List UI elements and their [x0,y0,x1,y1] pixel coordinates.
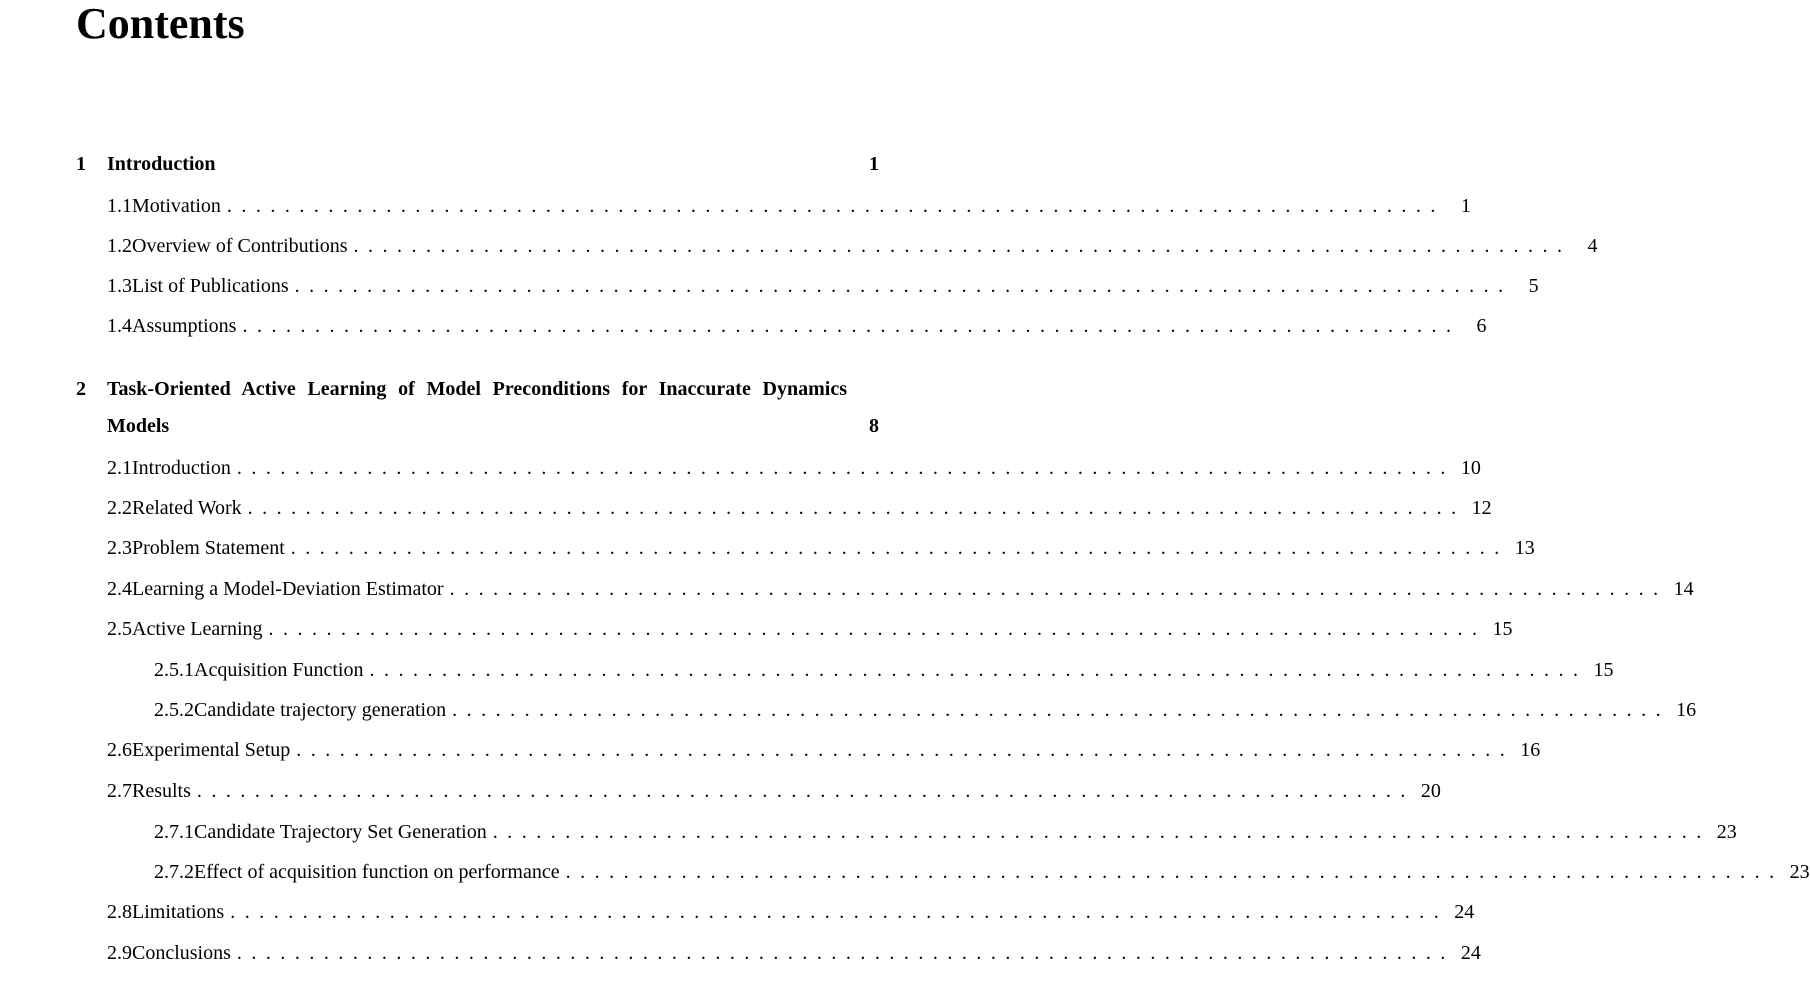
dot-leader: .................................................................................... [236,457,1455,479]
dot-leader: .................................................................................... [452,699,1671,721]
toc-entry-2-5-1[interactable] [154,658,1614,682]
dot-leader: .................................................................................... [290,537,1509,559]
dot-leader: .................................................................................... [236,942,1455,964]
chapter-number: 1 [76,153,86,175]
chapter-page: 8 [869,415,879,437]
entry-page: 5 [1528,275,1539,297]
toc-entry-2-9[interactable] [107,941,1481,965]
entry-page: 15 [1492,618,1513,640]
entry-number: 2.6 [107,739,132,761]
entry-title: Overview of Contributions [132,235,348,257]
toc-entry-1-2[interactable] [107,234,1598,258]
entry-number: 2.5 [107,618,132,640]
entry-page: 20 [1420,780,1441,802]
entry-title: Active Learning [132,618,263,640]
dot-leader: .................................................................................... [247,497,1466,519]
entry-title: Effect of acquisition function on performance [194,861,560,883]
entry-number: 1.4 [107,315,132,337]
dot-leader: .................................................................................... [196,780,1415,802]
toc-entry-2-5[interactable] [107,617,1513,641]
dot-leader: .................................................................................... [242,315,1461,337]
entry-title: Related Work [132,497,242,519]
entry-number: 1.1 [107,195,132,217]
entry-title: Candidate Trajectory Set Generation [194,821,487,843]
entry-page: 12 [1471,497,1492,519]
toc-entry-2-3[interactable] [107,536,1535,560]
entry-number: 2.7.1 [154,821,194,843]
chapter-number: 2 [76,378,86,400]
entry-number: 2.3 [107,537,132,559]
entry-title: List of Publications [132,275,289,297]
entry-page: 4 [1587,235,1598,257]
toc-entry-1-4[interactable] [107,314,1487,338]
entry-page: 23 [1789,861,1810,883]
entry-title: Problem Statement [132,537,285,559]
entry-page: 14 [1673,578,1694,600]
entry-page: 16 [1520,739,1541,761]
toc-entry-1-1[interactable] [107,194,1471,218]
entry-number: 1.2 [107,235,132,257]
entry-title: Limitations [132,901,225,923]
entry-page: 24 [1460,942,1481,964]
entry-title: Conclusions [132,942,231,964]
entry-title: Results [132,780,191,802]
chapter-title-line-1: Task-Oriented Active Learning of Model Preconditions for Inaccurate Dynamics [107,378,847,400]
dot-leader: .................................................................................... [369,659,1588,681]
toc-entry-2-7-2[interactable] [154,860,1810,884]
toc-entry-2-6[interactable] [107,738,1541,762]
entry-number: 2.2 [107,497,132,519]
toc-entry-1-3[interactable] [107,274,1539,298]
chapter-title: Introduction [107,153,216,175]
toc-entry-2-4[interactable] [107,577,1694,601]
entry-page: 10 [1460,457,1481,479]
entry-title: Learning a Model-Deviation Estimator [132,578,444,600]
dot-leader: .................................................................................... [565,861,1784,883]
entry-number: 2.5.1 [154,659,194,681]
toc-entry-2-1[interactable] [107,456,1481,480]
entry-page: 1 [1460,195,1471,217]
chapter-title-line-2: Models [107,415,170,437]
toc-entry-2-5-2[interactable] [154,698,1697,722]
entry-title: Introduction [132,457,231,479]
dot-leader: .................................................................................... [294,275,1513,297]
entry-page: 13 [1514,537,1535,559]
dot-leader: .................................................................................... [353,235,1572,257]
entry-title: Motivation [132,195,221,217]
entry-title: Acquisition Function [194,659,364,681]
page-title: Contents [76,0,245,48]
toc-entry-2-2[interactable] [107,496,1492,520]
entry-page: 15 [1593,659,1614,681]
entry-page: 23 [1716,821,1737,843]
dot-leader: .................................................................................... [268,618,1487,640]
entry-title: Candidate trajectory generation [194,699,447,721]
toc-entry-2-8[interactable] [107,900,1475,924]
chapter-page: 1 [869,153,879,175]
toc-entry-2-7[interactable] [107,779,1441,803]
entry-page: 6 [1476,315,1487,337]
entry-number: 1.3 [107,275,132,297]
entry-number: 2.4 [107,578,132,600]
dot-leader: .................................................................................... [230,901,1449,923]
toc-entry-2-7-1[interactable] [154,820,1737,844]
entry-number: 2.8 [107,901,132,923]
dot-leader: .................................................................................... [226,195,1445,217]
entry-number: 2.9 [107,942,132,964]
dot-leader: .................................................................................... [296,739,1515,761]
entry-number: 2.7.2 [154,861,194,883]
entry-number: 2.7 [107,780,132,802]
dot-leader: .................................................................................... [492,821,1711,843]
entry-title: Experimental Setup [132,739,291,761]
entry-title: Assumptions [132,315,237,337]
entry-number: 2.5.2 [154,699,194,721]
entry-page: 16 [1676,699,1697,721]
dot-leader: .................................................................................... [449,578,1668,600]
entry-page: 24 [1454,901,1475,923]
entry-number: 2.1 [107,457,132,479]
